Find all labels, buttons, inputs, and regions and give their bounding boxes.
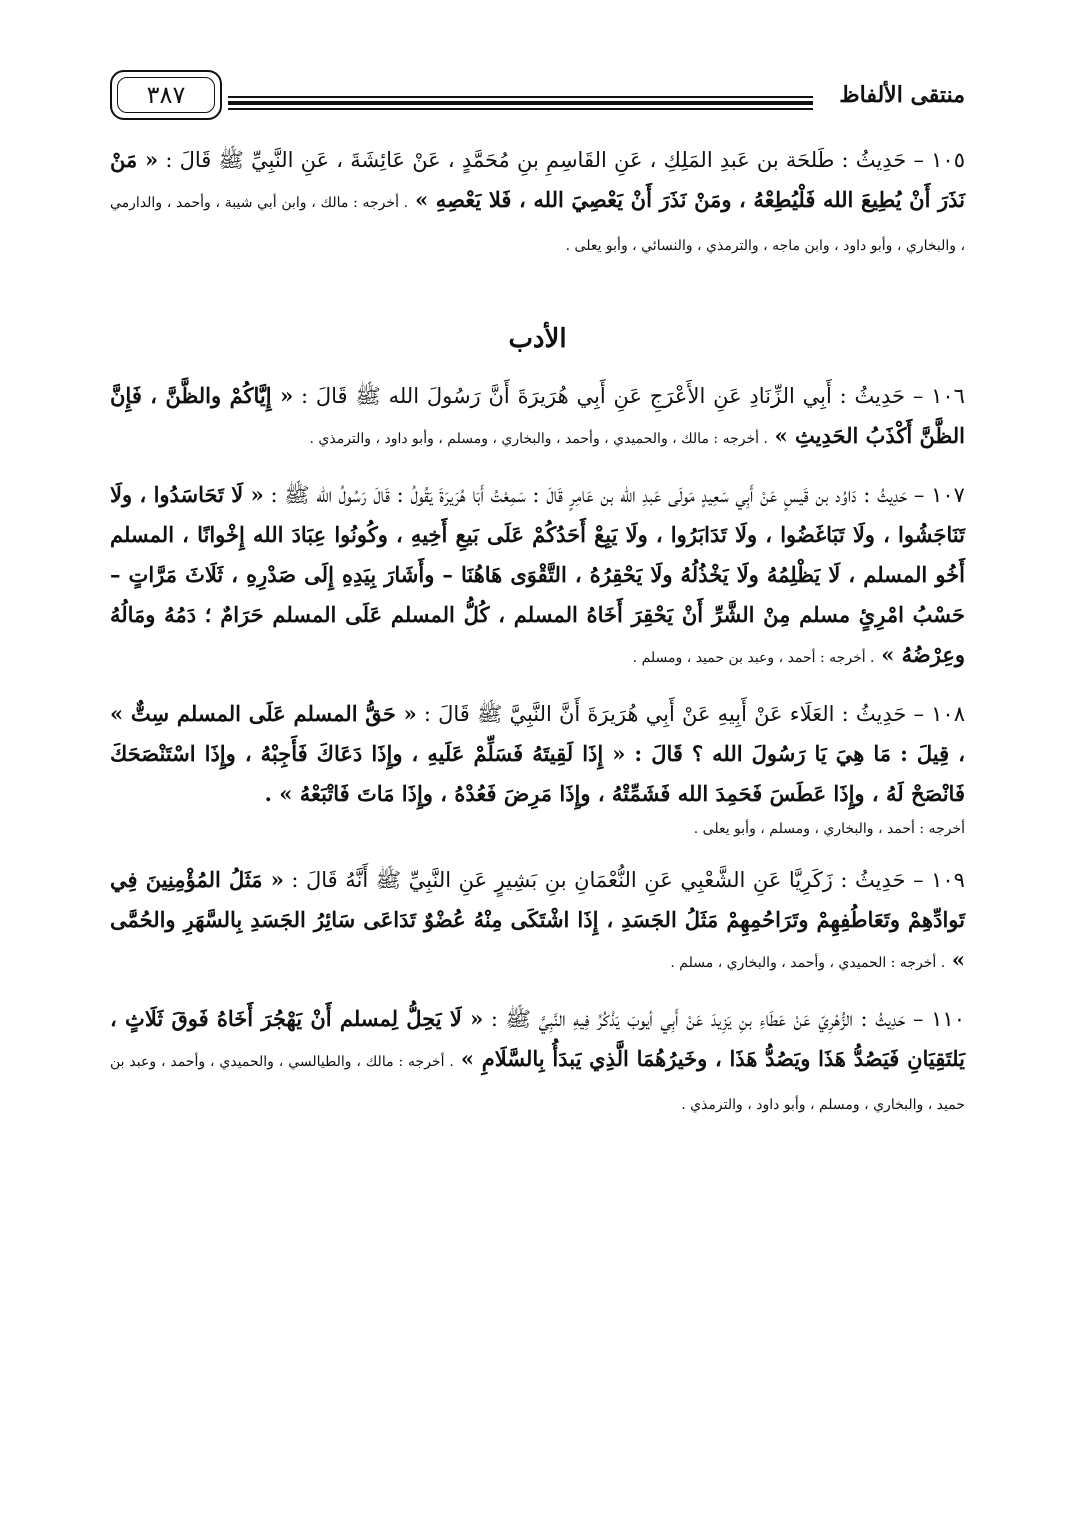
hadith-isnad: حَدِيثُ : طَلحَة بن عَبدِ المَلِكِ ، عَنِ القَاسِمِ بنِ مُحَمَّدٍ ، عَنْ عَائِشَةَ ، عَنِ النَّبِيِّ ﷺ قَالَ : [165, 148, 907, 172]
hadith-matn: « لَا يَحِلُّ لِمسلم أَنْ يَهْجُرَ أَخَاهُ فَوقَ ثَلَاثٍ ، يَلتَقِيَانِ فَيَصُدُّ هَذَا ويَصُدُّ هَذَا ، وخَيرُهُمَا الَّذِي يَبدَأُ بِالسَّلَامِ » [110, 1006, 965, 1071]
hadith-isnad: حَدِيثُ : الزُّهْرِيّ عَنْ عَطَاءِ بنِ يَزِيدَ عَنْ أَبِي أيوبَ يَذْكُرُ فِيهِ النَّبِيَّ ﷺ : [490, 1007, 906, 1031]
hadith-106 [110, 376, 965, 459]
hadith-number: ١٠٥ – [913, 148, 965, 172]
hadith-number: ١٠٩ – [913, 868, 965, 892]
hadith-105 [110, 140, 965, 266]
hadith-takhrij: . أخرجه : مالك ، والطيالسي ، والحميدي ، وأحمد ، وعبد بن حميد ، والبخاري ، ومسلم ، وأبو داود ، والترمذي . [110, 1054, 965, 1113]
page-header [110, 70, 965, 130]
hadith-matn: « مَنْ نَذَرَ أَنْ يُطِيعَ الله فَلْيُطِعْهُ ، ومَنْ نَذَرَ أَنْ يَعْصِيَ الله ، فَلا يَعْصِهِ » [110, 147, 966, 212]
hadith-number: ١١٠ – [913, 1007, 965, 1031]
hadith-108 [110, 694, 965, 844]
page-body [110, 140, 965, 1125]
hadith-isnad: حَدِيثُ : أَبِي الزِّنَادِ عَنِ الأَعْرَجِ عَنِ أَبِي هُرَيرَةَ أَنَّ رَسُولَ الله ﷺ قَالَ : [301, 384, 905, 408]
hadith-isnad: حَدِيثُ : العَلَاء عَنْ أَبِيهِ عَنْ أَبِي هُرَيرَةَ أَنَّ النَّبِيَّ ﷺ قَالَ : [423, 702, 907, 726]
hadith-isnad: حَدِيثُ : زَكَرِيَّا عَنِ الشَّعْبِي عَنِ النُّعْمَانِ بنِ بَشِيرٍ عَنِ النَّبِيِّ ﷺ أَنَّهُ قَالَ : [291, 868, 906, 892]
hadith-110 [110, 999, 965, 1125]
hadith-matn: « مَثَلُ المُؤْمِنِينَ فِي تَوادِّهِمْ وتَعَاطُفِهِمْ وتَرَاحُمِهِمْ مَثَلُ الجَسَدِ ، إِذَا اشْتَكَى مِنْهُ عُضْوٌ تَدَاعَى سَائِرُ الجَسَدِ بِالسَّهَرِ والحُمَّى » [110, 867, 965, 972]
hadith-takhrij: أخرجه : أحمد ، والبخاري ، ومسلم ، وأبو يعلى . [693, 821, 965, 837]
hadith-107 [110, 475, 965, 678]
hadith-number: ١٠٦ – [912, 384, 965, 408]
hadith-takhrij: . أخرجه : مالك ، والحميدي ، وأحمد ، والبخاري ، ومسلم ، وأبو داود ، والترمذي . [309, 431, 768, 447]
hadith-number: ١٠٨ – [913, 702, 965, 726]
hadith-isnad: حَدِيثُ : دَاوُد بن قَيسٍ عَنْ أَبِي سَعِيدٍ مَولَى عَبدِ الله بن عَامِرٍ قَالَ : سَمِعْتُ أَبَا هُرَيرَةَ يَقُولُ : قَالَ رَسُولُ الله ﷺ : [270, 483, 908, 507]
header-rule [228, 96, 813, 113]
section-title: الأدب [508, 324, 567, 354]
hadith-matn: « إِيَّاكُمْ والظَّنَّ ، فَإِنَّ الظَّنَّ أَكْذَبُ الحَدِيثِ » [110, 383, 965, 448]
page-number: ٣٨٧ [110, 70, 222, 120]
book-title: منتقى الألفاظ [839, 82, 965, 108]
hadith-109 [110, 860, 965, 983]
hadith-matn: « حَقُّ المسلم عَلَى المسلم سِتٌّ » ، قِيلَ : مَا هِيَ يَا رَسُولَ الله ؟ قَالَ : « إِذَا لَقِيتَهُ فَسَلِّمْ عَلَيهِ ، وإِذَا دَعَاكَ فَأَجِبْهُ ، وإِذَا اسْتَنْصَحَكَ فَانْصَحْ لَهُ ، وإِذَا عَطَسَ فَحَمِدَ الله فَشَمِّتْهُ ، وإِذَا مَرِضَ فَعُدْهُ ، وإِذَا مَاتَ فَاتْبَعْهُ » . [110, 701, 965, 806]
hadith-number: ١٠٧ – [913, 483, 965, 507]
hadith-takhrij: . أخرجه : مالك ، وابن أبي شيبة ، وأحمد ، والدارمي ، والبخاري ، وأبو داود ، وابن ماجه ، والترمذي ، والنسائي ، وأبو يعلى . [110, 195, 965, 254]
hadith-takhrij: . أخرجه : الحميدي ، وأحمد ، والبخاري ، مسلم . [670, 955, 946, 971]
hadith-matn: « لَا تَحَاسَدُوا ، ولَا تَنَاجَشُوا ، ولَا تَبَاغَضُوا ، ولَا تَدَابَرُوا ، ولَا يَبِعْ أَحَدُكُمْ عَلَى بَيعِ أَخِيهِ ، وكُونُوا عِبَادَ الله إِخْوانًا ، المسلم أَخُو المسلم ، لَا يَظْلِمُهُ ولَا يَخْذُلُهُ ولَا يَحْقِرُهُ ، التَّقْوَى هَاهُنَا – وأَشَارَ بِيَدِهِ إِلَى صَدْرِهِ ، ثَلَاثَ مَرَّاتٍ – حَسْبُ امْرِئٍ مسلم مِنْ الشَّرِّ أَنْ يَحْقِرَ أَخَاهُ المسلم ، كُلُّ المسلم عَلَى المسلم حَرَامٌ ؛ دَمُهُ ومَالُهُ وعِرْضُهُ » [110, 482, 965, 667]
hadith-takhrij: . أخرجه : أحمد ، وعبد بن حميد ، ومسلم . [632, 650, 875, 666]
